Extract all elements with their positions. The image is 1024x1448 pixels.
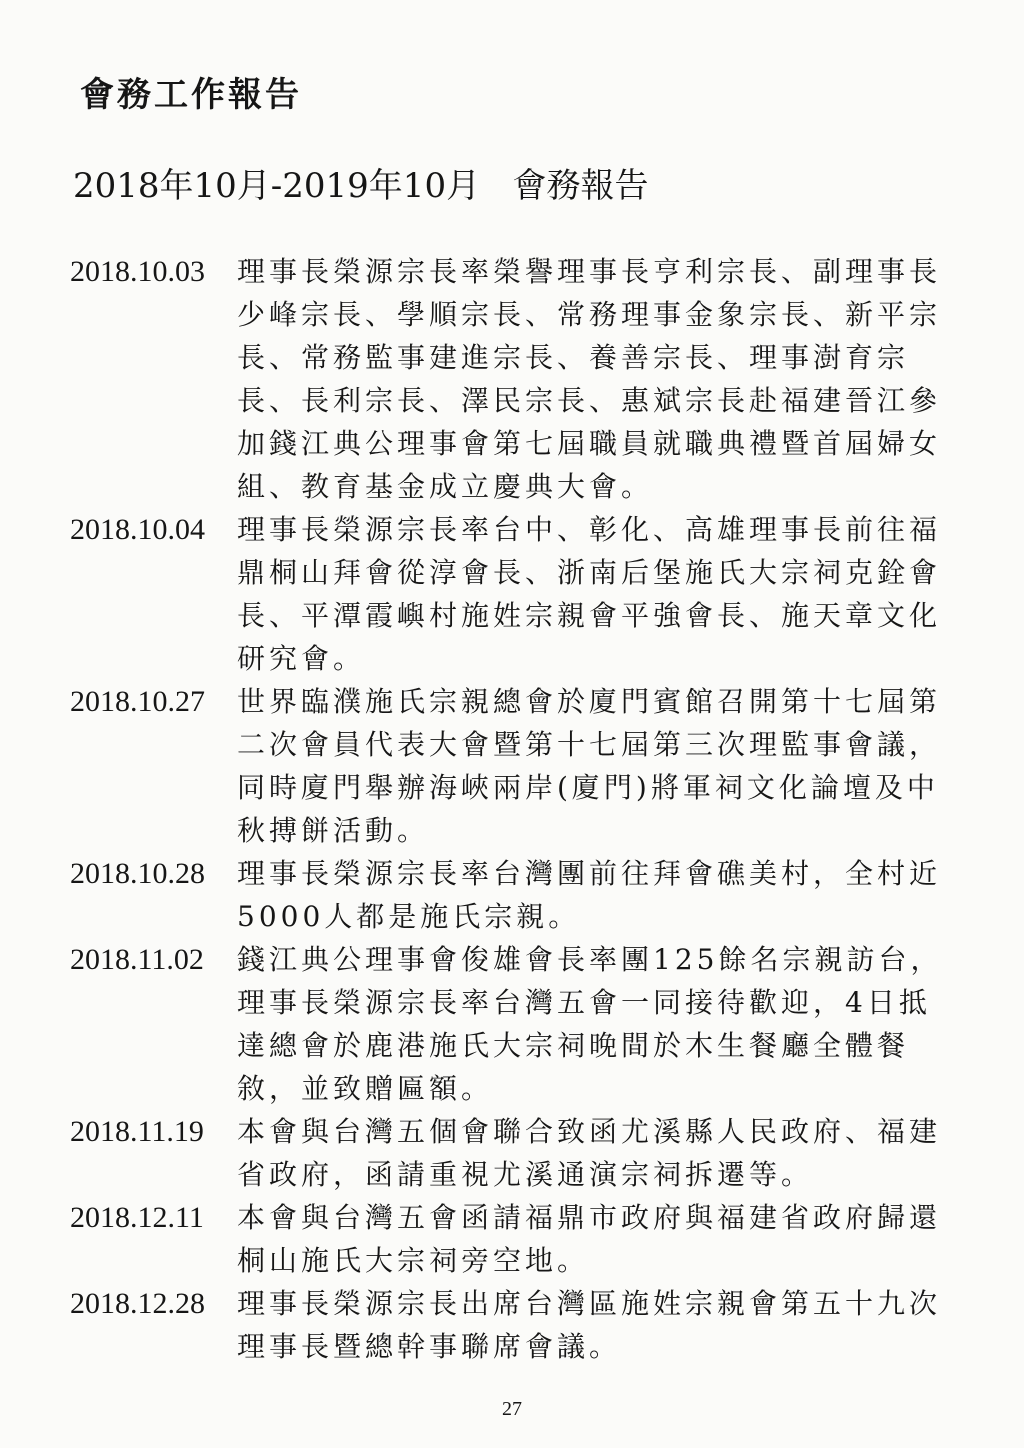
report-entry (70, 938, 960, 1110)
report-entry (70, 250, 960, 508)
entry-date: 2018.12.11 (70, 1201, 204, 1234)
report-title (73, 168, 649, 205)
report-entry (70, 1282, 960, 1368)
entry-text: 本會與台灣五個會聯合致函尤溪縣人民政府、福建省政府，函請重視尤溪通演宗祠拆遷等。 (237, 1115, 942, 1191)
page-number: 27 (502, 1398, 522, 1420)
report-period: 2018年10月-2019年10月 (73, 166, 481, 206)
section-heading: 會務工作報告 (80, 75, 302, 115)
entry-date: 2018.10.27 (70, 685, 205, 718)
entry-date: 2018.11.19 (70, 1115, 204, 1148)
entry-text: 理事長榮源宗長率台灣團前往拜會礁美村，全村近5000人都是施氏宗親。 (237, 857, 942, 933)
entry-text: 理事長榮源宗長率台中、彰化、高雄理事長前往福鼎桐山拜會從淳會長、浙南后堡施氏大宗祠克銓會長、平潭霞嶼村施姓宗親會平強會長、施天章文化研究會。 (237, 513, 942, 675)
report-entry (70, 1110, 960, 1196)
report-entries (70, 250, 960, 1368)
entry-date: 2018.12.28 (70, 1287, 205, 1320)
entry-text: 世界臨濮施氏宗親總會於廈門賓館召開第十七屆第二次會員代表大會暨第十七屆第三次理監事會議，同時廈門舉辦海峽兩岸(廈門)將軍祠文化論壇及中秋搏餅活動。 (237, 685, 942, 847)
entry-text: 理事長榮源宗長出席台灣區施姓宗親會第五十九次理事長暨總幹事聯席會議。 (237, 1287, 942, 1363)
report-entry (70, 680, 960, 852)
entry-text: 理事長榮源宗長率榮譽理事長亨利宗長、副理事長少峰宗長、學順宗長、常務理事金象宗長、新平宗長、常務監事建進宗長、養善宗長、理事澍育宗長、長利宗長、澤民宗長、惠斌宗長赴福建晉江參加錢江典公理事會第七屆職員就職典禮暨首屆婦女組、教育基金成立慶典大會。 (237, 255, 942, 503)
entry-date: 2018.10.28 (70, 857, 205, 890)
entry-date: 2018.10.03 (70, 255, 205, 288)
report-label: 會務報告 (512, 166, 649, 206)
entry-text: 本會與台灣五會函請福鼎市政府與福建省政府歸還桐山施氏大宗祠旁空地。 (237, 1201, 942, 1277)
entry-date: 2018.10.04 (70, 513, 205, 546)
entry-text: 錢江典公理事會俊雄會長率團125餘名宗親訪台，理事長榮源宗長率台灣五會一同接待歡迎，4日抵達總會於鹿港施氏大宗祠晚間於木生餐廳全體餐敘，並致贈匾額。 (237, 943, 943, 1105)
report-entry (70, 1196, 960, 1282)
entry-date: 2018.11.02 (70, 943, 204, 976)
report-entry (70, 852, 960, 938)
report-entry (70, 508, 960, 680)
